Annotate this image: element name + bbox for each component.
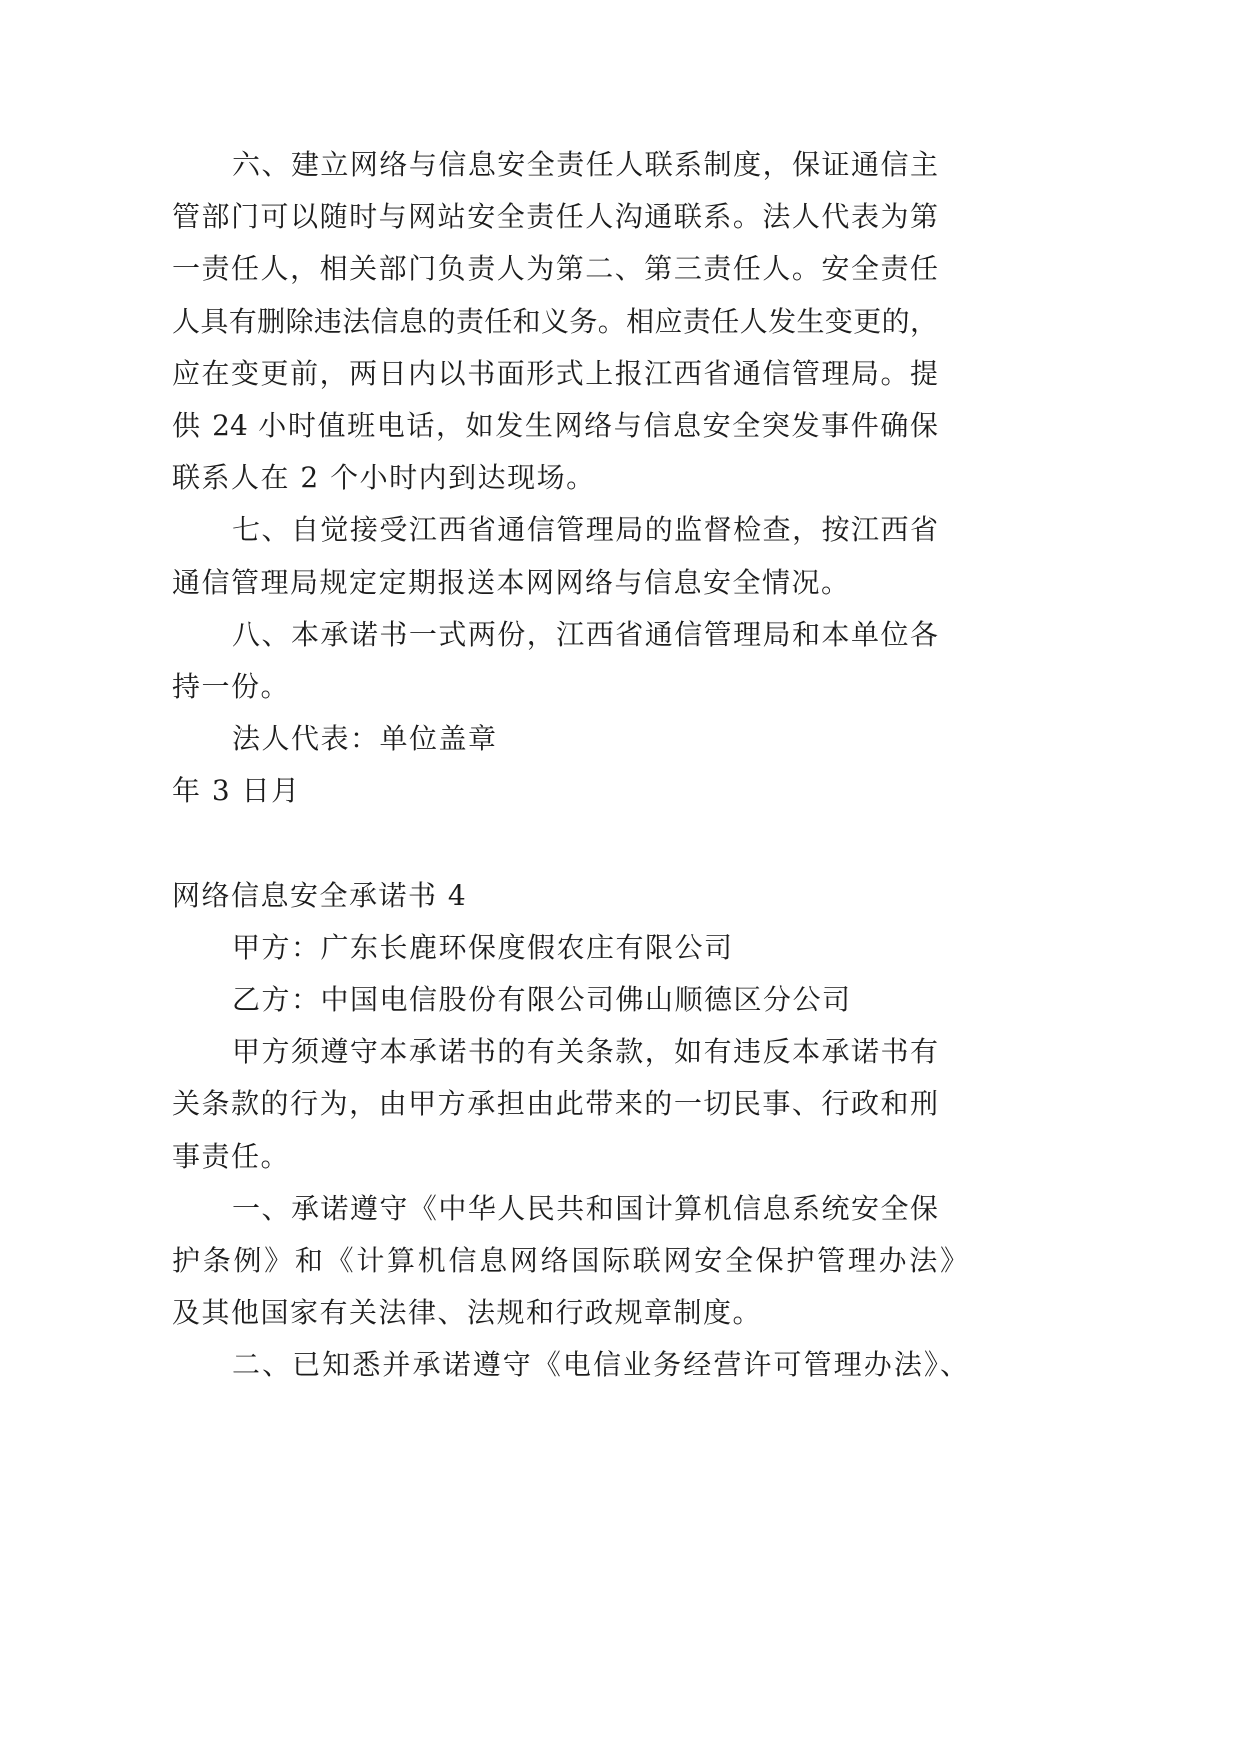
clause-1-line-2: 护条例》和《计算机信息网络国际联网安全保护管理办法》 — [172, 1243, 968, 1277]
clause-8-line-2: 持一份。 — [172, 669, 291, 703]
clause-6-line-2: 管部门可以随时与网站安全责任人沟通联系。法人代表为第 — [172, 200, 938, 234]
date-line: 年 3 日月 — [172, 774, 301, 808]
clause-6 — [172, 139, 938, 504]
clause-8 — [172, 609, 938, 713]
section-spacer — [172, 817, 938, 869]
clause-7 — [172, 504, 938, 608]
preamble-line-2: 关条款的行为，由甲方承担由此带来的一切民事、行政和刑 — [172, 1087, 938, 1121]
party-b: 乙方：中国电信股份有限公司佛山顺德区分公司 — [232, 983, 852, 1016]
clause-2-line-1: 二、已知悉并承诺遵守《电信业务经营许可管理办法》、 — [232, 1348, 968, 1382]
preamble — [172, 1026, 938, 1183]
clause-6-line-5: 应在变更前，两日内以书面形式上报江西省通信管理局。提 — [172, 356, 938, 390]
clause-1-line-1: 一、承诺遵守《中华人民共和国计算机信息系统安全保 — [232, 1191, 938, 1225]
clause-1-line-3: 及其他国家有关法律、法规和行政规章制度。 — [172, 1296, 763, 1330]
document-body — [172, 139, 968, 1392]
signature-line: 法人代表：单位盖章 — [232, 722, 498, 756]
clause-8-line-1: 八、本承诺书一式两份，江西省通信管理局和本单位各 — [232, 617, 938, 651]
party-a: 甲方：广东长鹿环保度假农庄有限公司 — [232, 930, 734, 964]
clause-6-line-1: 六、建立网络与信息安全责任人联系制度，保证通信主 — [232, 148, 938, 181]
clause-2 — [172, 1339, 968, 1391]
clause-7-line-2: 通信管理局规定定期报送本网网络与信息安全情况。 — [172, 565, 851, 599]
preamble-line-3: 事责任。 — [172, 1139, 291, 1173]
document-title: 网络信息安全承诺书 4 — [172, 878, 468, 912]
clause-6-line-7: 联系人在 2 个小时内到达现场。 — [172, 461, 596, 495]
clause-6-line-3: 一责任人，相关部门负责人为第二、第三责任人。安全责任 — [172, 252, 938, 286]
clause-7-line-1: 七、自觉接受江西省通信管理局的监督检查，按江西省 — [232, 513, 938, 547]
preamble-line-1: 甲方须遵守本承诺书的有关条款，如有违反本承诺书有 — [232, 1035, 938, 1069]
clause-6-line-6: 供 24 小时值班电话，如发生网络与信息安全突发事件确保 — [172, 408, 938, 442]
clause-6-line-4: 人具有删除违法信息的责任和义务。相应责任人发生变更的， — [172, 304, 938, 338]
clause-1 — [172, 1183, 968, 1340]
